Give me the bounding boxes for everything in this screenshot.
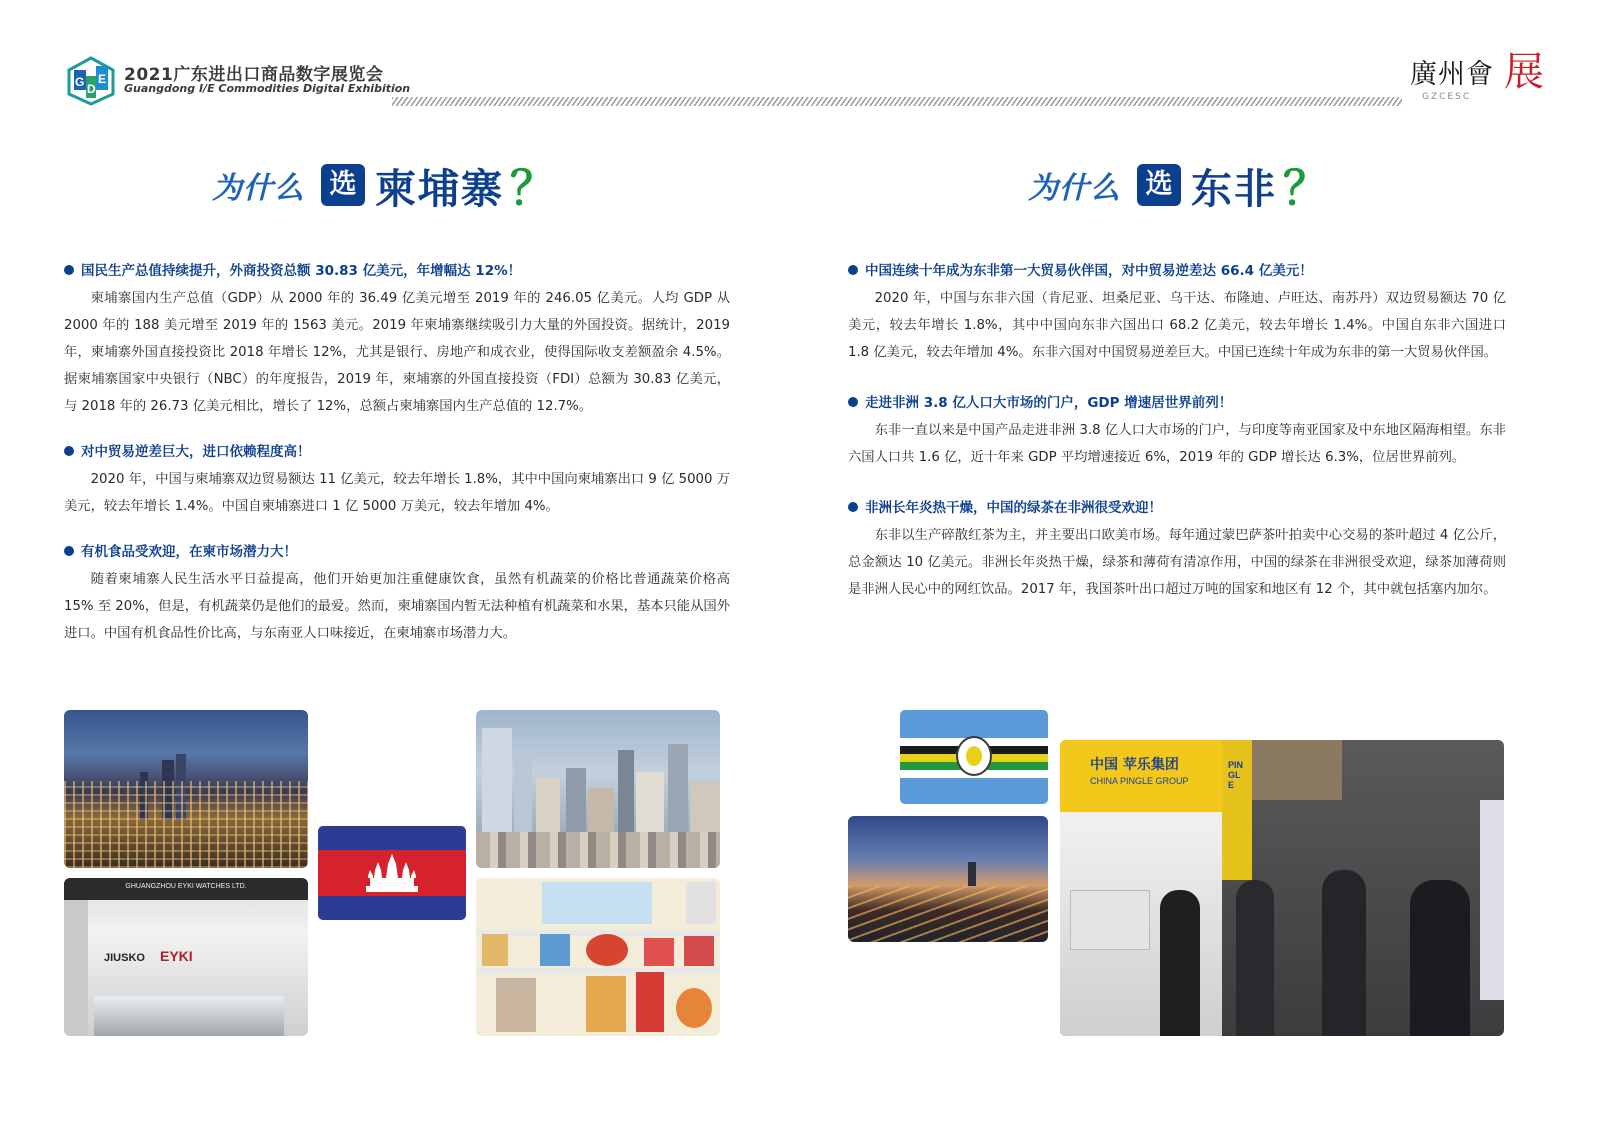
info-heading: 走进非洲 3.8 亿人口大市场的门户，GDP 增速居世界前列！: [848, 390, 1506, 417]
brand-jiusko: JIUSKO: [104, 952, 145, 964]
info-heading: 中国连续十年成为东非第一大贸易伙伴国，对中贸易逆差达 66.4 亿美元！: [848, 258, 1506, 285]
title-place: 柬埔寨: [375, 164, 504, 213]
header-divider: [392, 97, 1402, 106]
bullet-icon: [848, 265, 858, 275]
info-paragraph: 2020 年，中国与东非六国（肯尼亚、坦桑尼亚、乌干达、布隆迪、卢旺达、南苏丹）双边贸易额达 70 亿美元，较去年增长 1.8%，其中中国向东非六国出口 68.2 亿美元，较去年增长 1.4%。中国自东非六国进口 1.8 亿美元，较去年增加 4%。东非六国对中国贸易逆差巨大。中国已连续十年成为东非的第一大贸易伙伴国。: [848, 291, 1506, 360]
bullet-icon: [64, 446, 74, 456]
gzcesc-logo: [1410, 50, 1550, 110]
info-paragraph: 柬埔寨国内生产总值（GDP）从 2000 年的 36.49 亿美元增至 2019 年的 246.05 亿美元。人均 GDP 从 2000 年的 188 美元增至 2019 年的 1563 美元。2019 年柬埔寨继续吸引力大量的外国投资。据统计，2019 年，柬埔寨外国直接投资比 2018 年增长 12%，尤其是银行、房地产和成衣业，使得国际收支差额盈余 4.5%。据柬埔寨国家中央银行（NBC）的年度报告，2019 年，柬埔寨的外国直接投资（FDI）总额为 30.83 亿美元，与 2018 年的 26.73 亿美元相比，增长了 12%，总额占柬埔寨国内生产总值的 12.7%。: [64, 291, 730, 414]
right-section-title: [1028, 160, 1329, 215]
phnom-penh-day-photo: [476, 710, 720, 868]
svg-text:E: E: [98, 72, 107, 86]
watch-booth-photo: [64, 878, 308, 1036]
page-header: [0, 0, 1600, 120]
right-text-column: [848, 258, 1506, 622]
info-block: [64, 439, 730, 520]
info-paragraph: 随着柬埔寨人民生活水平日益提高，他们开始更加注重健康饮食，虽然有机蔬菜的价格比普通蔬菜价格高 15% 至 20%，但是，有机蔬菜仍是他们的最爱。然而，柬埔寨国内暂无法种植有机蔬菜和水果，基本只能从国外进口。中国有机食品性价比高，与东南亚人口味接近，在柬埔寨市场潜力大。: [64, 572, 730, 641]
title-question-mark: ？: [510, 161, 556, 215]
bullet-icon: [848, 397, 858, 407]
angkor-wat-icon: [362, 852, 422, 894]
exhibition-hall-photo: [1060, 740, 1504, 1036]
title-place: 东非: [1191, 164, 1277, 213]
title-why: 为什么: [1028, 171, 1121, 206]
svg-text:D: D: [87, 82, 96, 96]
info-block: [848, 258, 1506, 366]
booth-sign: GHUANGZHOU EYKI WATCHES LTD.: [125, 883, 247, 890]
gzcesc-logo-accent: 展: [1504, 49, 1544, 95]
bullet-icon: [64, 265, 74, 275]
title-select-badge: 选: [321, 164, 365, 206]
svg-text:G: G: [75, 75, 85, 89]
exhibition-subtitle: Guangdong I/E Commodities Digital Exhibition: [124, 82, 411, 95]
left-text-column: [64, 258, 730, 666]
cambodia-flag-icon: [318, 826, 466, 920]
bullet-icon: [64, 546, 74, 556]
info-heading: 对中贸易逆差巨大，进口依赖程度高！: [64, 439, 730, 466]
left-section-title: [212, 160, 556, 215]
info-paragraph: 2020 年，中国与柬埔寨双边贸易额达 11 亿美元，较去年增长 1.8%，其中中国向柬埔寨出口 9 亿 5000 万美元，较去年增长 1.4%。中国自柬埔寨进口 1 亿 5000 万美元，较去年增加 4%。: [64, 472, 730, 514]
chinese-food-products-photo: [476, 878, 720, 1036]
gde-logo-icon: [66, 56, 116, 106]
gzcesc-logo-en: GZCESC: [1422, 92, 1472, 102]
title-select-badge: 选: [1137, 164, 1181, 206]
info-block: [848, 495, 1506, 603]
info-block: [64, 258, 730, 420]
title-question-mark: ？: [1283, 161, 1329, 215]
phnom-penh-night-photo: [64, 710, 308, 868]
info-heading: 有机食品受欢迎，在柬市场潜力大！: [64, 539, 730, 566]
pingle-booth-side: PINGLE: [1228, 760, 1244, 790]
gzcesc-logo-text: 廣州會: [1410, 59, 1494, 90]
bullet-icon: [848, 502, 858, 512]
info-heading: 非洲长年炎热干燥，中国的绿茶在非洲很受欢迎！: [848, 495, 1506, 522]
exhibition-title: 2021广东进出口商品数字展览会: [124, 65, 384, 85]
east-africa-city-night-photo: [848, 816, 1048, 942]
info-block: [64, 539, 730, 647]
info-paragraph: 东非一直以来是中国产品走进非洲 3.8 亿人口大市场的门户，与印度等南亚国家及中东地区隔海相望。东非六国人口共 1.6 亿，近十年来 GDP 平均增速接近 6%，2019 年的 GDP 增长达 6.3%，位居世界前列。: [848, 423, 1506, 465]
brand-eyki: EYKI: [160, 948, 193, 964]
title-why: 为什么: [212, 171, 305, 206]
pingle-booth-cn: 中国 苹乐集团: [1090, 757, 1179, 773]
info-paragraph: 东非以生产碎散红茶为主，并主要出口欧美市场。每年通过蒙巴萨茶叶拍卖中心交易的茶叶超过 4 亿公斤，总金额达 10 亿美元。非洲长年炎热干燥，绿茶和薄荷有清凉作用，中国的绿茶在非洲很受欢迎，绿茶加薄荷则是非洲人民心中的网红饮品。2017 年，我国茶叶出口超过万吨的国家和地区有 12 个，其中就包括塞内加尔。: [848, 528, 1506, 597]
east-african-community-flag-icon: [900, 710, 1048, 804]
pingle-booth-en: CHINA PINGLE GROUP: [1090, 776, 1189, 786]
info-heading: 国民生产总值持续提升，外商投资总额 30.83 亿美元，年增幅达 12%！: [64, 258, 730, 285]
info-block: [848, 390, 1506, 471]
